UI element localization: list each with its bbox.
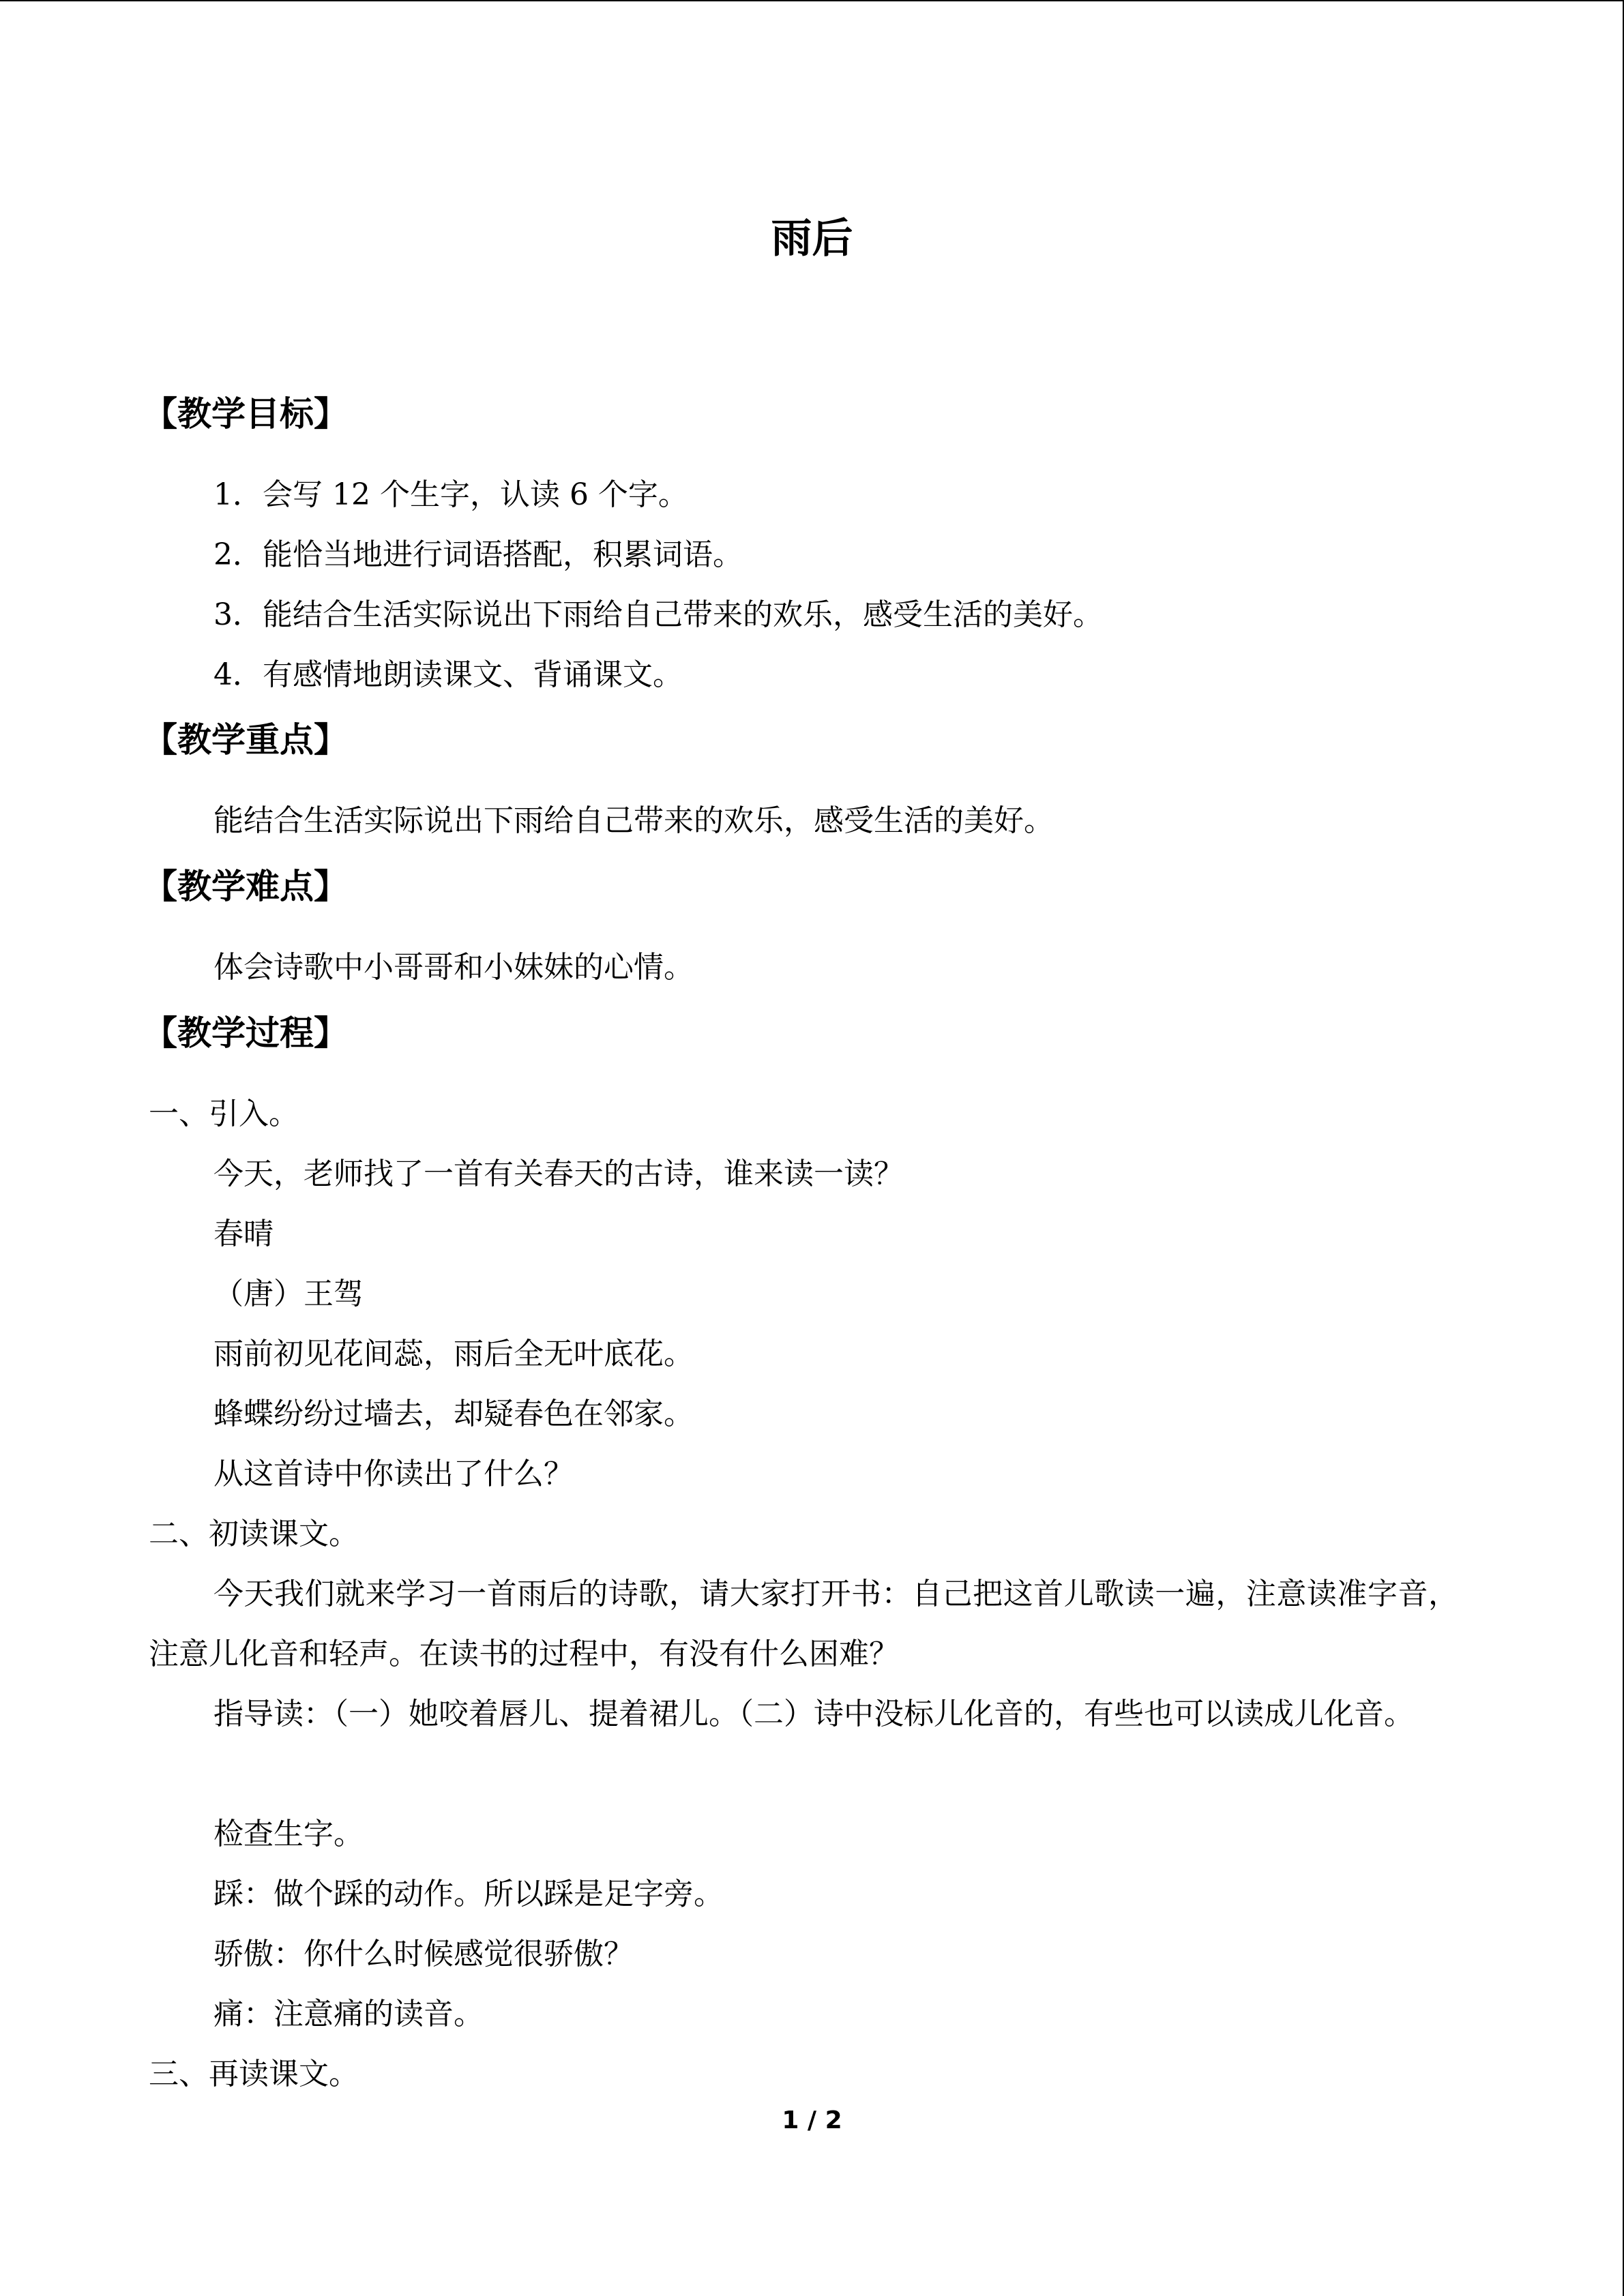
key-points-text: 能结合生活实际说出下雨给自己带来的欢乐，感受生活的美好。: [213, 803, 1054, 838]
poem-author: （唐）王驾: [213, 1277, 364, 1311]
poem-title: 春晴: [213, 1217, 274, 1251]
step2-char-2: 骄傲：你什么时候感觉很骄傲？: [213, 1937, 634, 1971]
step1-intro: 今天，老师找了一首有关春天的古诗，谁来读一读？: [213, 1157, 904, 1191]
objective-item-2: 2．能恰当地进行词语搭配，积累词语。: [213, 537, 743, 572]
step2-check: 检查生字。: [213, 1817, 364, 1851]
step2-title: 二、初读课文。: [149, 1517, 359, 1551]
step2-paragraph-1: 今天我们就来学习一首雨后的诗歌，请大家打开书：自己把这首儿歌读一遍，注意读准字音，注意儿化音和轻声。在读书的过程中，有没有什么困难？: [149, 1577, 1458, 1671]
page-number: 1 / 2: [782, 2106, 842, 2134]
poem-line-2: 蜂蝶纷纷过墙去，却疑春色在邻家。: [213, 1397, 694, 1431]
key-points-heading: 【教学重点】: [143, 720, 348, 760]
document-title: 雨后: [771, 215, 853, 263]
objective-item-3: 3．能结合生活实际说出下雨给自己带来的欢乐，感受生活的美好。: [213, 597, 1103, 632]
step2-paragraph-2: 指导读：（一）她咬着唇儿、提着裙儿。（二）诗中没标儿化音的，有些也可以读成儿化音。: [213, 1697, 1414, 1731]
process-heading: 【教学过程】: [143, 1013, 348, 1053]
difficulties-heading: 【教学难点】: [143, 867, 348, 906]
poem-line-1: 雨前初见花间蕊，雨后全无叶底花。: [213, 1337, 694, 1371]
objective-item-1: 1．会写 12 个生字，认读 6 个字。: [213, 477, 688, 512]
difficulties-text: 体会诗歌中小哥哥和小妹妹的心情。: [213, 950, 694, 985]
step2-char-1: 踩：做个踩的动作。所以踩是足字旁。: [213, 1877, 724, 1911]
step2-char-3: 痛：注意痛的读音。: [213, 1997, 484, 2031]
step3-title: 三、再读课文。: [149, 2057, 359, 2091]
objectives-heading: 【教学目标】: [143, 394, 348, 434]
objective-item-4: 4．有感情地朗读课文、背诵课文。: [213, 657, 683, 692]
step1-title: 一、引入。: [149, 1097, 299, 1131]
step1-question: 从这首诗中你读出了什么？: [213, 1457, 574, 1491]
